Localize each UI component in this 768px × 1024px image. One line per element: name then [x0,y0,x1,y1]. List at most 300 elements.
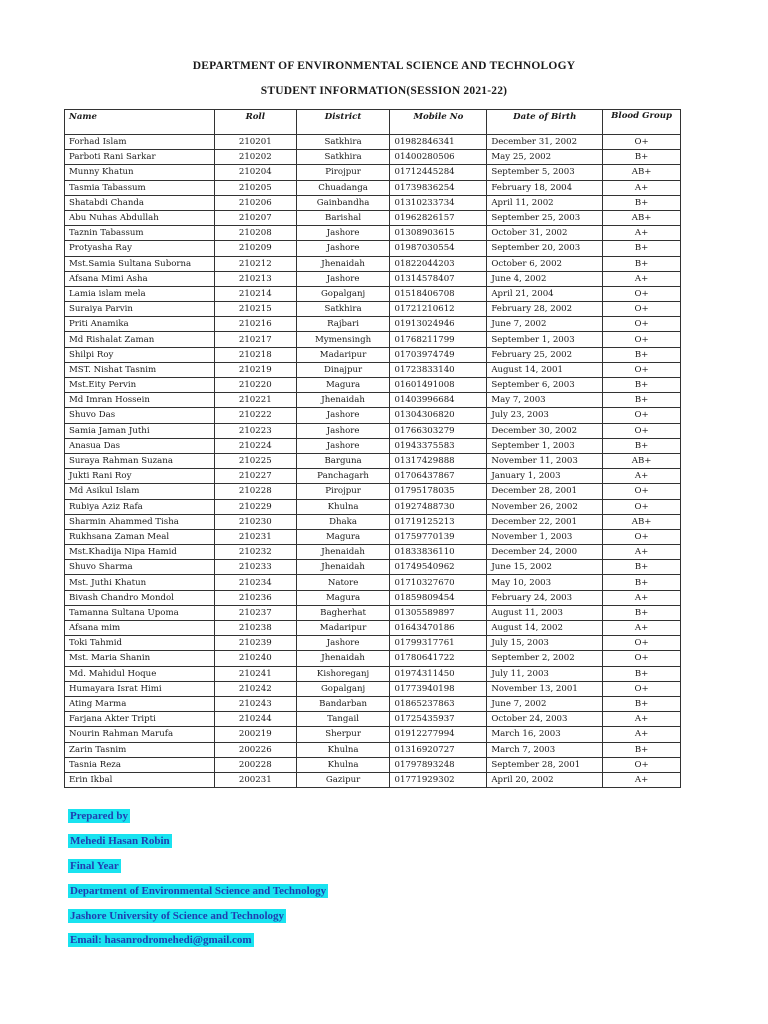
cell-roll: 210208 [214,226,296,241]
cell-dob: April 20, 2002 [487,772,603,787]
cell-mobile: 01710327670 [390,575,487,590]
cell-district: Gainbandha [296,195,390,210]
cell-mobile: 01987030554 [390,241,487,256]
cell-roll: 210217 [214,332,296,347]
table-row [65,727,681,742]
cell-blood-group: A+ [603,772,681,787]
cell-mobile: 01310233734 [390,195,487,210]
cell-district: Khulna [296,757,390,772]
cell-dob: October 31, 2002 [487,226,603,241]
cell-blood-group: O+ [603,317,681,332]
cell-name: Md Asikul Islam [65,484,215,499]
cell-blood-group: AB+ [603,453,681,468]
cell-dob: February 24, 2003 [487,590,603,605]
cell-name: Md Imran Hossein [65,393,215,408]
cell-dob: August 11, 2003 [487,605,603,620]
cell-blood-group: B+ [603,150,681,165]
cell-roll: 210227 [214,469,296,484]
cell-district: Jashore [296,271,390,286]
cell-mobile: 01865237863 [390,696,487,711]
cell-blood-group: A+ [603,469,681,484]
cell-blood-group: O+ [603,332,681,347]
cell-district: Magura [296,378,390,393]
table-row [65,317,681,332]
cell-district: Barishal [296,210,390,225]
cell-roll: 210207 [214,210,296,225]
cell-mobile: 01725435937 [390,712,487,727]
table-row [65,712,681,727]
cell-roll: 210219 [214,362,296,377]
preparer-name: Mehedi Hasan Robin [70,835,170,847]
cell-name: Mst. Maria Shanin [65,651,215,666]
table-row [65,757,681,772]
cell-dob: October 6, 2002 [487,256,603,271]
cell-mobile: 01739836254 [390,180,487,195]
cell-mobile: 01795178035 [390,484,487,499]
cell-name: Toki Tahmid [65,636,215,651]
cell-roll: 210212 [214,256,296,271]
cell-district: Bandarban [296,696,390,711]
table-row [65,393,681,408]
table-body [65,135,681,788]
cell-roll: 210234 [214,575,296,590]
cell-roll: 200226 [214,742,296,757]
session-heading: STUDENT INFORMATION(SESSION 2021-22) [260,85,508,97]
cell-name: Tamanna Sultana Upoma [65,605,215,620]
cell-dob: December 31, 2002 [487,135,603,150]
cell-district: Gazipur [296,772,390,787]
table-row [65,165,681,180]
cell-mobile: 01643470186 [390,621,487,636]
cell-dob: January 1, 2003 [487,469,603,484]
table-row [65,210,681,225]
cell-district: Chuadanga [296,180,390,195]
table-row [65,423,681,438]
cell-dob: April 21, 2004 [487,286,603,301]
cell-roll: 210244 [214,712,296,727]
cell-roll: 210228 [214,484,296,499]
table-header-row [65,110,681,135]
cell-dob: September 1, 2003 [487,438,603,453]
cell-name: Anasua Das [65,438,215,453]
cell-roll: 210214 [214,286,296,301]
cell-name: Erin Ikbal [65,772,215,787]
cell-district: Satkhira [296,135,390,150]
cell-dob: December 30, 2002 [487,423,603,438]
cell-roll: 210242 [214,681,296,696]
cell-district: Panchagarh [296,469,390,484]
table-row [65,681,681,696]
table-row [65,469,681,484]
cell-roll: 210239 [214,636,296,651]
cell-dob: February 18, 2004 [487,180,603,195]
cell-dob: December 24, 2000 [487,545,603,560]
cell-name: Md Rishalat Zaman [65,332,215,347]
cell-roll: 210241 [214,666,296,681]
cell-district: Jhenaidah [296,560,390,575]
cell-roll: 210206 [214,195,296,210]
cell-mobile: 01927488730 [390,499,487,514]
cell-mobile: 01721210612 [390,302,487,317]
cell-blood-group: O+ [603,408,681,423]
table-row [65,347,681,362]
cell-district: Khulna [296,742,390,757]
cell-roll: 210209 [214,241,296,256]
table-row [65,742,681,757]
cell-dob: September 1, 2003 [487,332,603,347]
cell-district: Jhenaidah [296,651,390,666]
cell-dob: March 16, 2003 [487,727,603,742]
cell-district: Bagherhat [296,605,390,620]
table-row [65,408,681,423]
cell-district: Khulna [296,499,390,514]
cell-blood-group: B+ [603,393,681,408]
cell-mobile: 01943375583 [390,438,487,453]
table-row [65,499,681,514]
cell-blood-group: A+ [603,727,681,742]
student-table [64,109,681,788]
cell-mobile: 01759770139 [390,529,487,544]
cell-blood-group: O+ [603,529,681,544]
cell-blood-group: B+ [603,241,681,256]
cell-roll: 210229 [214,499,296,514]
column-header-name: Name [65,110,215,135]
cell-mobile: 01768211799 [390,332,487,347]
cell-dob: November 1, 2003 [487,529,603,544]
cell-blood-group: AB+ [603,210,681,225]
cell-roll: 210201 [214,135,296,150]
cell-name: Suraya Rahman Suzana [65,453,215,468]
cell-blood-group: A+ [603,271,681,286]
cell-district: Rajbari [296,317,390,332]
table-row [65,666,681,681]
cell-name: Ating Marma [65,696,215,711]
cell-roll: 210221 [214,393,296,408]
cell-name: Shuvo Sharma [65,560,215,575]
cell-mobile: 01403996684 [390,393,487,408]
cell-roll: 210243 [214,696,296,711]
cell-district: Jashore [296,241,390,256]
cell-mobile: 01771929302 [390,772,487,787]
cell-mobile: 01766303279 [390,423,487,438]
cell-name: Suraiya Parvin [65,302,215,317]
cell-district: Jhenaidah [296,545,390,560]
cell-name: Forhad Islam [65,135,215,150]
cell-name: Nourin Rahman Marufa [65,727,215,742]
cell-roll: 200231 [214,772,296,787]
cell-district: Jhenaidah [296,256,390,271]
cell-blood-group: A+ [603,712,681,727]
cell-name: Afsana mim [65,621,215,636]
cell-mobile: 01317429888 [390,453,487,468]
cell-roll: 210222 [214,408,296,423]
cell-district: Satkhira [296,302,390,317]
cell-blood-group: B+ [603,195,681,210]
cell-dob: October 24, 2003 [487,712,603,727]
cell-mobile: 01962826157 [390,210,487,225]
cell-district: Dhaka [296,514,390,529]
cell-roll: 210216 [214,317,296,332]
cell-district: Gopalganj [296,681,390,696]
cell-roll: 210218 [214,347,296,362]
cell-district: Natore [296,575,390,590]
cell-district: Madaripur [296,347,390,362]
cell-dob: April 11, 2002 [487,195,603,210]
cell-mobile: 01833836110 [390,545,487,560]
cell-blood-group: O+ [603,135,681,150]
cell-name: Rubiya Aziz Rafa [65,499,215,514]
cell-name: Bivash Chandro Mondol [65,590,215,605]
cell-dob: May 7, 2003 [487,393,603,408]
cell-blood-group: A+ [603,226,681,241]
table-row [65,256,681,271]
cell-roll: 210202 [214,150,296,165]
cell-roll: 210231 [214,529,296,544]
cell-dob: December 28, 2001 [487,484,603,499]
preparer-year: Final Year [70,860,119,872]
cell-mobile: 01822044203 [390,256,487,271]
column-header-mobile: Mobile No [390,110,487,135]
cell-name: Sharmin Ahammed Tisha [65,514,215,529]
cell-name: Abu Nuhas Abdullah [65,210,215,225]
cell-district: Jashore [296,423,390,438]
column-header-roll: Roll [214,110,296,135]
cell-dob: September 6, 2003 [487,378,603,393]
table-row [65,529,681,544]
cell-dob: June 15, 2002 [487,560,603,575]
cell-roll: 210204 [214,165,296,180]
cell-blood-group: A+ [603,545,681,560]
table-row [65,135,681,150]
column-header-blood-group: Blood Group [603,110,681,135]
table-row [65,241,681,256]
cell-roll: 210230 [214,514,296,529]
column-header-dob: Date of Birth [487,110,603,135]
cell-name: Parboti Rani Sarkar [65,150,215,165]
cell-dob: November 11, 2003 [487,453,603,468]
preparer-email: Email: hasanrodromehedi@gmail.com [70,934,252,946]
table-row [65,378,681,393]
cell-name: Mst. Juthi Khatun [65,575,215,590]
cell-blood-group: A+ [603,180,681,195]
cell-name: Shilpi Roy [65,347,215,362]
preparer-department: Department of Environmental Science and Technology [70,885,327,897]
cell-mobile: 01400280506 [390,150,487,165]
cell-dob: November 13, 2001 [487,681,603,696]
cell-blood-group: AB+ [603,165,681,180]
cell-blood-group: B+ [603,696,681,711]
table-row [65,514,681,529]
cell-mobile: 01982846341 [390,135,487,150]
cell-name: Rukhsana Zaman Meal [65,529,215,544]
cell-district: Magura [296,529,390,544]
table-row [65,180,681,195]
cell-name: Protyasha Ray [65,241,215,256]
cell-mobile: 01304306820 [390,408,487,423]
cell-blood-group: B+ [603,256,681,271]
table-row [65,560,681,575]
cell-district: Madaripur [296,621,390,636]
prepared-by-label: Prepared by [70,810,128,822]
cell-roll: 200219 [214,727,296,742]
cell-blood-group: O+ [603,362,681,377]
cell-mobile: 01913024946 [390,317,487,332]
table-row [65,332,681,347]
cell-district: Dinajpur [296,362,390,377]
cell-district: Jashore [296,408,390,423]
table-row [65,226,681,241]
cell-dob: November 26, 2002 [487,499,603,514]
cell-mobile: 01797893248 [390,757,487,772]
cell-district: Jashore [296,636,390,651]
table-row [65,195,681,210]
cell-dob: June 7, 2002 [487,317,603,332]
cell-blood-group: B+ [603,438,681,453]
cell-blood-group: B+ [603,575,681,590]
table-row [65,696,681,711]
cell-name: Tasnia Reza [65,757,215,772]
cell-name: Lamia islam mela [65,286,215,301]
cell-name: Munny Khatun [65,165,215,180]
cell-dob: March 7, 2003 [487,742,603,757]
cell-district: Sherpur [296,727,390,742]
cell-mobile: 01706437867 [390,469,487,484]
cell-blood-group: B+ [603,742,681,757]
cell-mobile: 01719125213 [390,514,487,529]
cell-name: Md. Mahidul Hoque [65,666,215,681]
cell-roll: 210237 [214,605,296,620]
cell-roll: 210240 [214,651,296,666]
cell-district: Pirojpur [296,165,390,180]
table-row [65,545,681,560]
cell-blood-group: O+ [603,423,681,438]
cell-district: Barguna [296,453,390,468]
column-header-district: District [296,110,390,135]
table-row [65,605,681,620]
cell-name: MST. Nishat Tasnim [65,362,215,377]
cell-blood-group: B+ [603,378,681,393]
cell-mobile: 01316920727 [390,742,487,757]
table-row [65,590,681,605]
cell-dob: September 25, 2003 [487,210,603,225]
cell-dob: December 22, 2001 [487,514,603,529]
cell-roll: 210215 [214,302,296,317]
cell-dob: September 2, 2002 [487,651,603,666]
cell-mobile: 01518406708 [390,286,487,301]
cell-district: Jhenaidah [296,393,390,408]
cell-dob: May 10, 2003 [487,575,603,590]
cell-district: Satkhira [296,150,390,165]
table-row [65,453,681,468]
department-heading: DEPARTMENT OF ENVIRONMENTAL SCIENCE AND TECHNOLOGY [192,60,576,72]
cell-roll: 210236 [214,590,296,605]
cell-district: Jashore [296,226,390,241]
table-row [65,286,681,301]
cell-blood-group: O+ [603,636,681,651]
cell-mobile: 01859809454 [390,590,487,605]
table-row [65,651,681,666]
table-row [65,621,681,636]
cell-name: Tasmia Tabassum [65,180,215,195]
cell-name: Shatabdi Chanda [65,195,215,210]
cell-name: Jukti Rani Roy [65,469,215,484]
cell-dob: September 5, 2003 [487,165,603,180]
cell-district: Pirojpur [296,484,390,499]
cell-name: Mst.Khadija Nipa Hamid [65,545,215,560]
cell-roll: 210238 [214,621,296,636]
cell-mobile: 01723833140 [390,362,487,377]
cell-blood-group: B+ [603,560,681,575]
cell-name: Samia Jaman Juthi [65,423,215,438]
cell-blood-group: O+ [603,302,681,317]
table-row [65,362,681,377]
cell-dob: September 28, 2001 [487,757,603,772]
cell-district: Kishoreganj [296,666,390,681]
cell-mobile: 01314578407 [390,271,487,286]
cell-dob: May 25, 2002 [487,150,603,165]
cell-blood-group: O+ [603,681,681,696]
table-row [65,271,681,286]
cell-blood-group: B+ [603,666,681,681]
cell-dob: August 14, 2001 [487,362,603,377]
cell-blood-group: B+ [603,347,681,362]
cell-district: Jashore [296,438,390,453]
cell-roll: 200228 [214,757,296,772]
cell-dob: July 23, 2003 [487,408,603,423]
cell-roll: 210223 [214,423,296,438]
cell-roll: 210220 [214,378,296,393]
cell-dob: August 14, 2002 [487,621,603,636]
cell-blood-group: O+ [603,651,681,666]
cell-blood-group: A+ [603,590,681,605]
cell-blood-group: B+ [603,605,681,620]
cell-district: Mymensingh [296,332,390,347]
cell-roll: 210233 [214,560,296,575]
cell-mobile: 01712445284 [390,165,487,180]
cell-district: Magura [296,590,390,605]
cell-mobile: 01308903615 [390,226,487,241]
table-row [65,772,681,787]
cell-dob: February 28, 2002 [487,302,603,317]
cell-name: Afsana Mimi Asha [65,271,215,286]
cell-mobile: 01974311450 [390,666,487,681]
table-row [65,438,681,453]
cell-blood-group: A+ [603,621,681,636]
cell-name: Shuvo Das [65,408,215,423]
cell-blood-group: O+ [603,286,681,301]
cell-district: Tangail [296,712,390,727]
cell-blood-group: O+ [603,499,681,514]
cell-roll: 210224 [214,438,296,453]
cell-blood-group: AB+ [603,514,681,529]
table-row [65,302,681,317]
cell-name: Taznin Tabassum [65,226,215,241]
cell-mobile: 01601491008 [390,378,487,393]
cell-mobile: 01703974749 [390,347,487,362]
cell-mobile: 01773940198 [390,681,487,696]
cell-district: Gopalganj [296,286,390,301]
cell-mobile: 01749540962 [390,560,487,575]
cell-name: Humayara Israt Himi [65,681,215,696]
table-row [65,636,681,651]
cell-name: Priti Anamika [65,317,215,332]
cell-roll: 210232 [214,545,296,560]
cell-mobile: 01799317761 [390,636,487,651]
cell-blood-group: O+ [603,484,681,499]
cell-dob: June 4, 2002 [487,271,603,286]
cell-roll: 210225 [214,453,296,468]
cell-dob: February 25, 2002 [487,347,603,362]
